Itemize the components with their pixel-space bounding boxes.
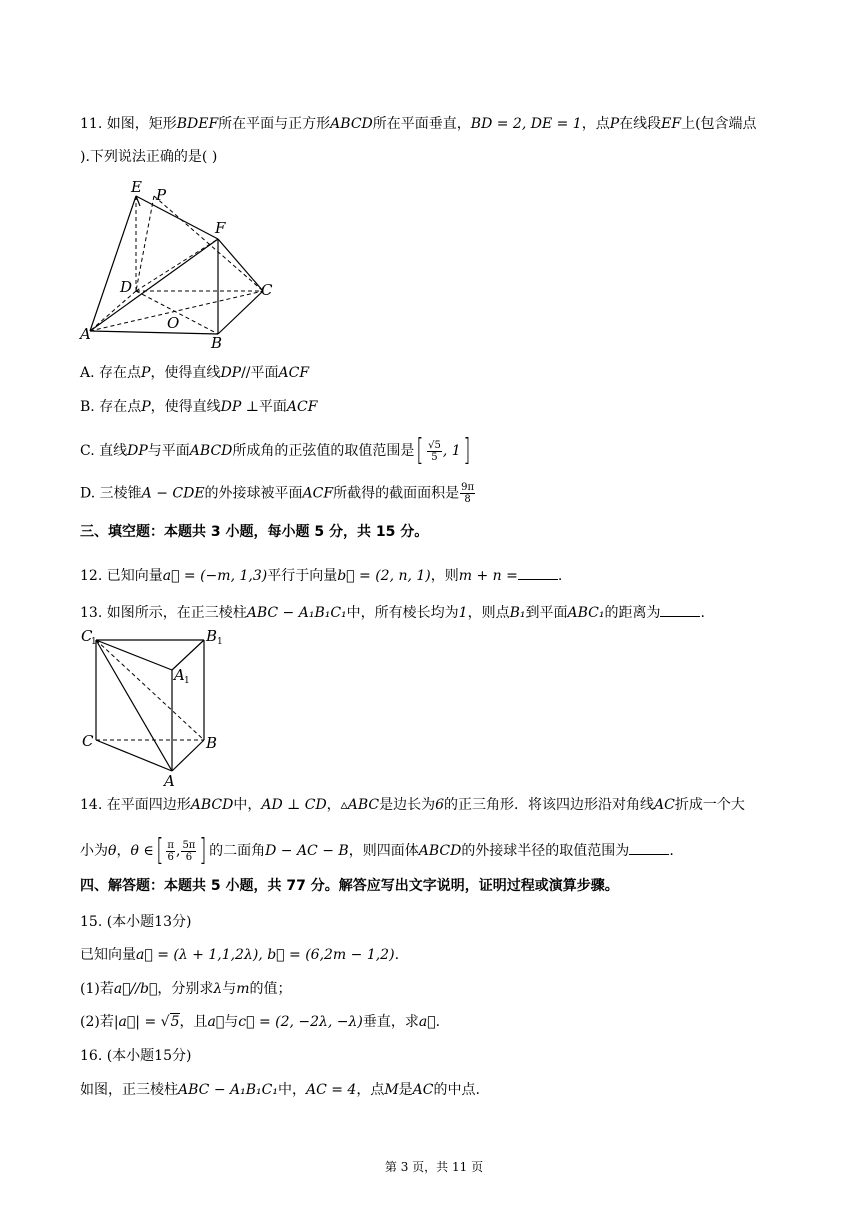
fig11-label-D: D — [120, 278, 133, 296]
fig13-label-A1: A — [174, 666, 185, 684]
q11-option-a: A. 存在点P，使得直线DP//平面ACF — [80, 365, 310, 381]
q15-part2: (2)若|a⃗| = √5，且a⃗与c⃗ = (2, −2λ, −λ)垂直，求a⃗. — [80, 1014, 441, 1030]
q16-heading: 16. (本小题15分) — [80, 1048, 192, 1064]
fig13-label-A: A — [164, 772, 175, 790]
q12-text: 12. 已知向量a⃗ = (−m, 1,3)平行于向量b⃗ = (2, n, 1)，则m + n = . — [80, 565, 562, 586]
q16-text: 如图，正三棱柱ABC − A₁B₁C₁中，AC = 4，点M是AC的中点. — [80, 1082, 480, 1098]
fig13-label-C1: C — [81, 627, 93, 645]
page-footer: 第 3 页，共 11 页 — [384, 1160, 484, 1174]
fig11-label-E: E — [131, 178, 142, 196]
q11-option-d: D. 三棱锥A − CDE的外接球被平面ACF所截得的截面面积是 $\frac{9\pi}{8}$ — [80, 482, 475, 505]
q13-answer-blank — [660, 602, 700, 617]
fig13-sub-C1: 1 — [91, 637, 97, 647]
fig11-label-A: A — [80, 325, 91, 343]
q14-line1: 14. 在平面四边形ABCD中，AD ⊥ CD，▵ABC是边长为6的正三角形．将该四边形沿对角线AC折成一个大 — [80, 797, 745, 813]
q13-text: 13. 如图所示，在正三棱柱ABC − A₁B₁C₁中，所有棱长均为1，则点B₁到平面ABC₁的距离为 . — [80, 602, 705, 623]
fig13-label-C: C — [82, 732, 94, 750]
q11-option-b: B. 存在点P，使得直线DP ⊥平面ACF — [80, 399, 318, 415]
q12-answer-blank — [518, 565, 558, 580]
q11-line2: ).下列说法正确的是( ) — [80, 149, 218, 165]
section3-heading: 三、填空题：本题共 3 小题，每小题 5 分，共 15 分。 — [80, 524, 429, 540]
q15-given: 已知向量a⃗ = (λ + 1,1,2λ), b⃗ = (6,2m − 1,2). — [80, 947, 400, 963]
section4-heading: 四、解答题：本题共 5 小题，共 77 分。解答应写出文字说明，证明过程或演算步骤。 — [80, 878, 619, 894]
q15-heading: 15. (本小题13分) — [80, 914, 192, 930]
fig11-label-B: B — [211, 334, 223, 351]
fig11-label-O: O — [167, 314, 180, 332]
fig11-label-C: C — [261, 281, 273, 299]
q14-line2: 小为θ，θ ∈[ $\frac{\pi}{6}$ , $\frac{5\pi}{6}$ ] 的二面角D − AC − B，则四面体ABCD的外接球半径的取值范围为 . — [80, 833, 674, 868]
fig13-sub-A1: 1 — [184, 676, 190, 686]
q11-option-c: C. 直线DP与平面ABCD所成角的正弦值的取值范围是[ $\frac{√5}{5}$ , 1] — [80, 433, 471, 468]
fig13-label-B: B — [206, 734, 218, 752]
fig13-label-B1: B — [206, 627, 218, 645]
q15-part1: (1)若a⃗//b⃗，分别求λ与m的值； — [80, 981, 292, 997]
q11-line1: 11. 如图，矩形BDEF所在平面与正方形ABCD所在平面垂直，BD = 2, DE = 1，点P在线段EF上(包含端点 — [80, 116, 757, 132]
q13-figure — [78, 626, 228, 791]
fig11-label-F: F — [215, 219, 226, 237]
q14-answer-blank — [629, 840, 669, 855]
q11-figure — [78, 176, 278, 351]
fig13-sub-B1: 1 — [217, 637, 223, 647]
fig11-label-P: P — [156, 186, 167, 204]
